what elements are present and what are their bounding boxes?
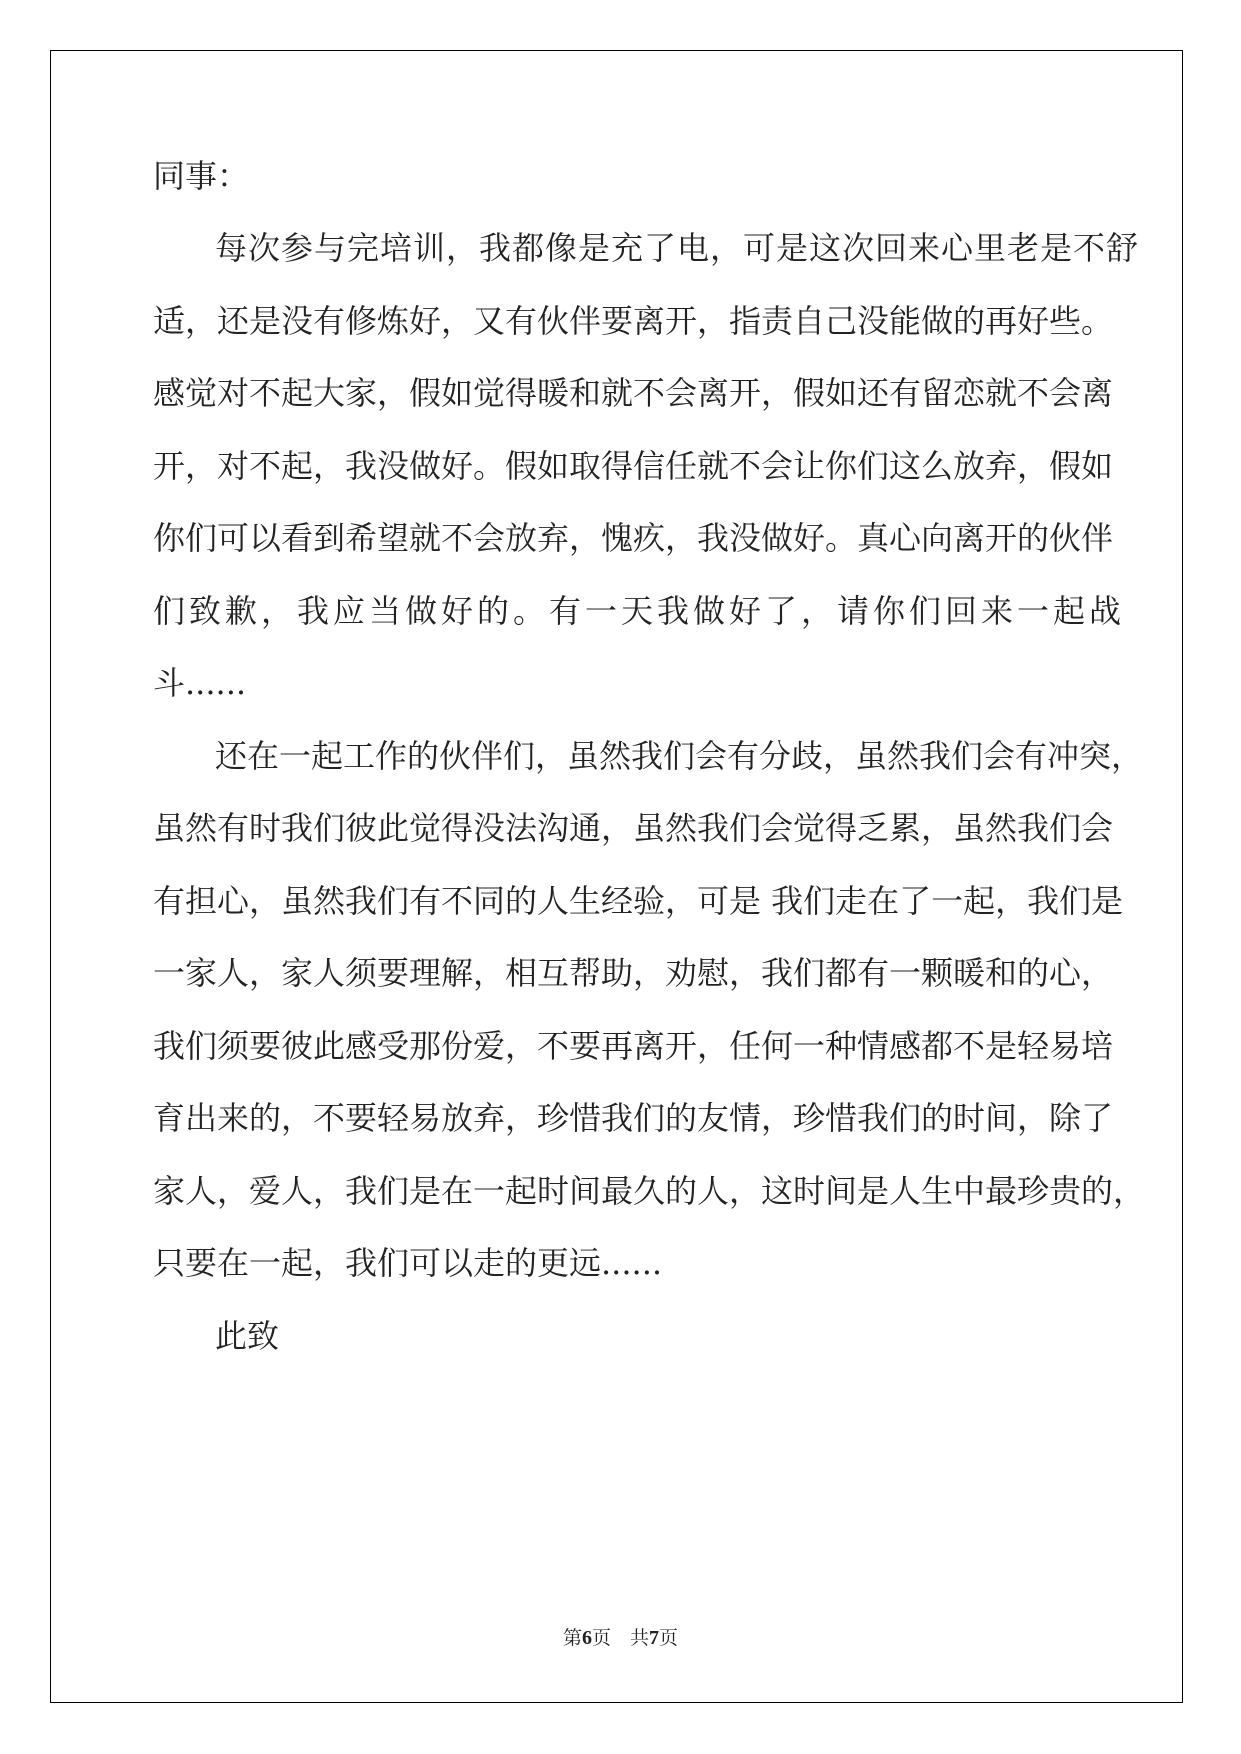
body-line-1: 每次参与完培训，我都像是充了电，可是这次回来心里老是不舒: [215, 229, 1140, 267]
page-footer: [0, 1626, 1241, 1650]
body-line-3: 感觉对不起大家，假如觉得暖和就不会离开，假如还有留恋就不会离: [153, 374, 1114, 412]
body-line-2: 适，还是没有修炼好，又有伙伴要离开，指责自己没能做的再好些。: [153, 302, 1114, 340]
body-line-14: 家人，爱人，我们是在一起时间最久的人，这时间是人生中最珍贵的，: [153, 1172, 1146, 1210]
body-line-7: 斗......: [153, 664, 247, 702]
body-line-6: 们致歉，我应当做好的。有一天我做好了，请你们回来一起战: [153, 592, 1126, 630]
body-line-13: 育出来的，不要轻易放弃，珍惜我们的友情，珍惜我们的时间，除了: [153, 1099, 1114, 1137]
body-line-8: 还在一起工作的伙伴们，虽然我们会有分歧，虽然我们会有冲突，: [215, 737, 1144, 775]
body-line-12: 我们须要彼此感受那份爱，不要再离开，任何一种情感都不是轻易培: [153, 1027, 1114, 1065]
footer-prefix: 第: [562, 1627, 582, 1649]
body-line-15: 只要在一起，我们可以走的更远......: [153, 1244, 663, 1282]
body-line-11: 一家人，家人须要理解，相互帮助，劝慰，我们都有一颗暖和的心，: [153, 954, 1114, 992]
salutation: 同事：: [153, 157, 250, 195]
body-line-10: 有担心，虽然我们有不同的人生经验，可是 我们走在了一起，我们是: [153, 882, 1124, 920]
body-line-4: 开，对不起，我没做好。假如取得信任就不会让你们这么放弃，假如: [153, 447, 1114, 485]
footer-current-page: 6: [581, 1627, 592, 1649]
body-line-9: 虽然有时我们彼此觉得没法沟通，虽然我们会觉得乏累，虽然我们会: [153, 809, 1114, 847]
page-border: [50, 50, 1183, 1703]
closing: 此致: [215, 1317, 280, 1355]
footer-mid: 页 共: [591, 1627, 649, 1649]
footer-total-pages: 7: [649, 1627, 659, 1649]
body-line-5: 你们可以看到希望就不会放弃，愧疚，我没做好。真心向离开的伙伴: [153, 519, 1114, 557]
footer-suffix: 页: [659, 1627, 679, 1649]
